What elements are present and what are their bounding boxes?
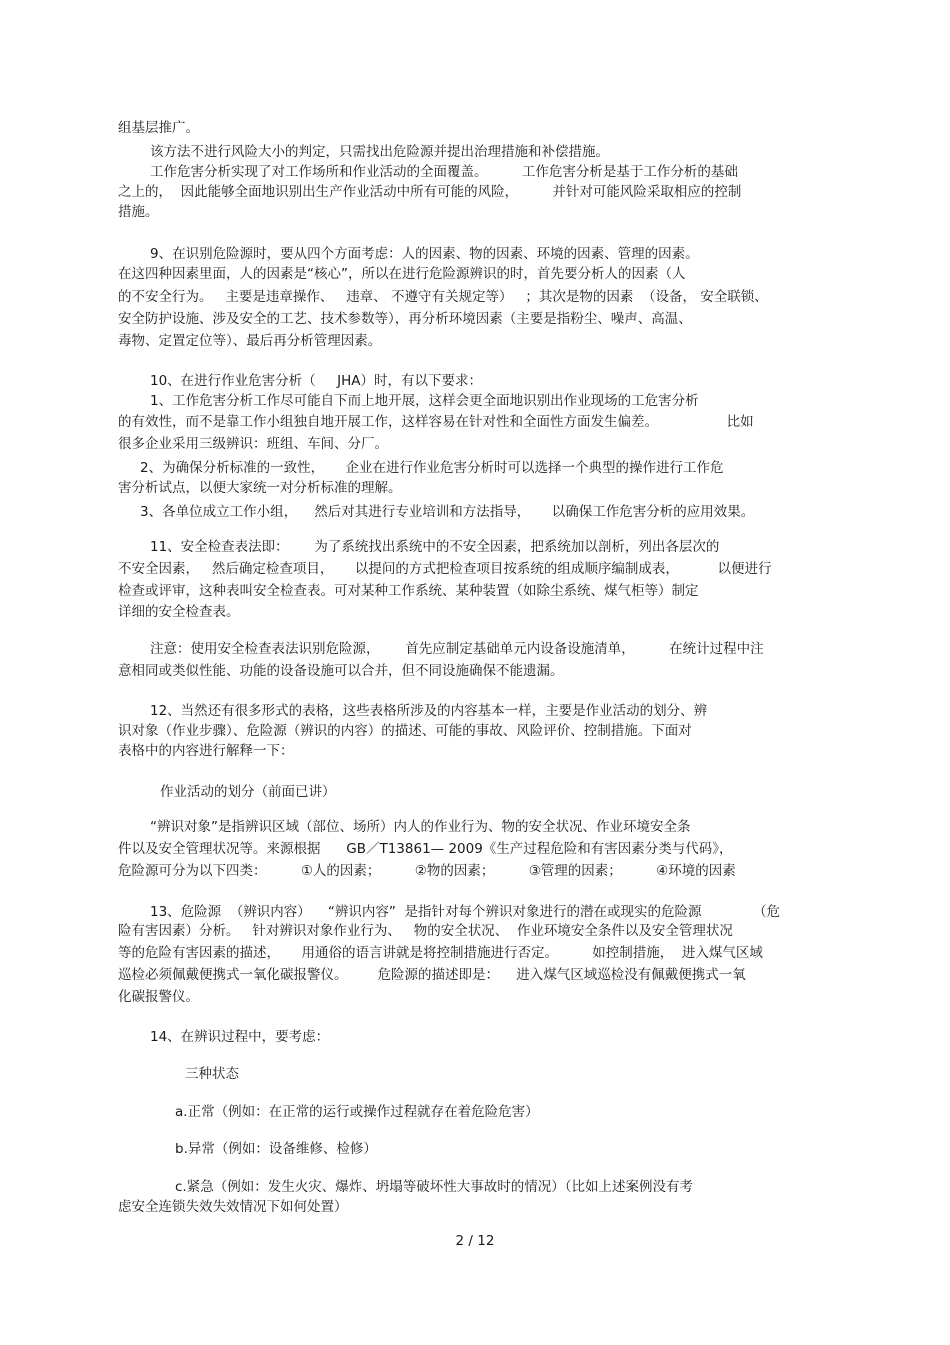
text-line: 三种状态: [185, 1066, 239, 1082]
text-line: 2、为确保分析标准的一致性， 企业在进行作业危害分析时可以选择一个典型的操作进行工作危: [140, 460, 724, 476]
text-line: 之上的， 因此能够全面地识别出生产作业活动中所有可能的风险， 并针对可能风险采取相应的控制: [118, 184, 742, 200]
text-line: 危险源可分为以下四类： ①人的因素； ②物的因素； ③管理的因素； ④环境的因素: [118, 863, 736, 879]
text-line: 14、在辨识过程中，要考虑：: [150, 1029, 330, 1045]
text-line: 毒物、定置定位等）、最后再分析管理因素。: [118, 333, 382, 349]
text-line: 在这四种因素里面，人的因素是“核心”，所以在进行危险源辨识的时，首先要分析人的因素（人: [118, 266, 686, 282]
text-line: 注意：使用安全检查表法识别危险源， 首先应制定基础单元内设备设施清单， 在统计过程中注: [150, 641, 764, 657]
text-line: 组基层推广。: [118, 120, 199, 136]
text-line: b.异常（例如：设备维修、检修）: [175, 1141, 377, 1157]
text-line: 虑安全连锁失效失效情况下如何处置）: [118, 1199, 348, 1215]
text-line: 害分析试点，以便大家统一对分析标准的理解。: [118, 480, 402, 496]
text-line: 9、在识别危险源时，要从四个方面考虑：人的因素、物的因素、环境的因素、管理的因素。: [150, 246, 699, 262]
text-line: 的不安全行为。 主要是违章操作、 违章、 不遵守有关规定等） ；其次是物的因素 （设备， 安全联锁、: [118, 289, 768, 305]
text-line: 11、安全检查表法即： 为了系统找出系统中的不安全因素，把系统加以剖析，列出各层次的: [150, 539, 720, 555]
text-line: 详细的安全检查表。: [118, 604, 240, 620]
text-line: 等的危险有害因素的描述， 用通俗的语言讲就是将控制措施进行否定。 如控制措施， 进入煤气区域: [118, 945, 763, 961]
text-line: 工作危害分析实现了对工作场所和作业活动的全面覆盖。 工作危害分析是基于工作分析的基础: [150, 164, 738, 180]
text-line: 巡检必须佩戴便携式一氧化碳报警仪。 危险源的描述即是： 进入煤气区域巡检没有佩戴便携式一氧: [118, 967, 746, 983]
text-line: 的有效性，而不是靠工作小组独自地开展工作，这样容易在针对性和全面性方面发生偏差。 比如: [118, 414, 754, 430]
page-number: 2 / 12: [455, 1233, 495, 1249]
text-line: 险有害因素）分析。 针对辨识对象作业行为、 物的安全状况、 作业环境安全条件以及安全管理状况: [118, 923, 733, 939]
text-line: 3、各单位成立工作小组， 然后对其进行专业培训和方法指导， 以确保工作危害分析的应用效果。: [140, 504, 755, 520]
text-line: 12、当然还有很多形式的表格，这些表格所涉及的内容基本一样，主要是作业活动的划分、辨: [150, 703, 708, 719]
text-line: 表格中的内容进行解释一下：: [118, 743, 294, 759]
text-line: “辨识对象”是指辨识区域（部位、场所）内人的作业行为、物的安全状况、作业环境安全条: [150, 819, 691, 835]
text-line: 件以及安全管理状况等。来源根据 GB／T13861— 2009《生产过程危险和有害因素分类与代码》，: [118, 841, 733, 857]
text-line: 作业活动的划分（前面已讲）: [160, 784, 336, 800]
text-line: 不安全因素， 然后确定检查项目， 以提问的方式把检查项目按系统的组成顺序编制成表， 以便进行: [118, 561, 772, 577]
text-line: 检查或评审，这种表叫安全检查表。可对某种工作系统、某种装置（如除尘系统、煤气柜等）制定: [118, 583, 699, 599]
text-line: 化碳报警仪。: [118, 989, 199, 1005]
text-line: 很多企业采用三级辨识：班组、车间、分厂。: [118, 436, 388, 452]
text-line: 13、危险源 （辨识内容） “辨识内容” 是指针对每个辨识对象进行的潜在或现实的危险源 （危: [150, 904, 780, 920]
text-line: 安全防护设施、涉及安全的工艺、技术参数等），再分析环境因素（主要是指粉尘、噪声、高温、: [118, 311, 692, 327]
text-line: 措施。: [118, 204, 159, 220]
text-line: 1、工作危害分析工作尽可能自下而上地开展，这样会更全面地识别出作业现场的工危害分析: [150, 393, 699, 409]
text-line: 10、在进行作业危害分析（ JHA）时，有以下要求：: [150, 373, 483, 389]
text-line: 意相同或类似性能、功能的设备设施可以合并，但不同设施确保不能遗漏。: [118, 663, 564, 679]
text-line: c.紧急（例如：发生火灾、爆炸、坍塌等破坏性大事故时的情况）（比如上述案例没有考: [175, 1179, 693, 1195]
text-line: a.正常（例如：在正常的运行或操作过程就存在着危险危害）: [175, 1104, 539, 1120]
text-line: 识对象（作业步骤）、危险源（辨识的内容）的描述、可能的事故、风险评价、控制措施。下面对: [118, 723, 692, 739]
text-line: 该方法不进行风险大小的判定，只需找出危险源并提出治理措施和补偿措施。: [150, 144, 609, 160]
